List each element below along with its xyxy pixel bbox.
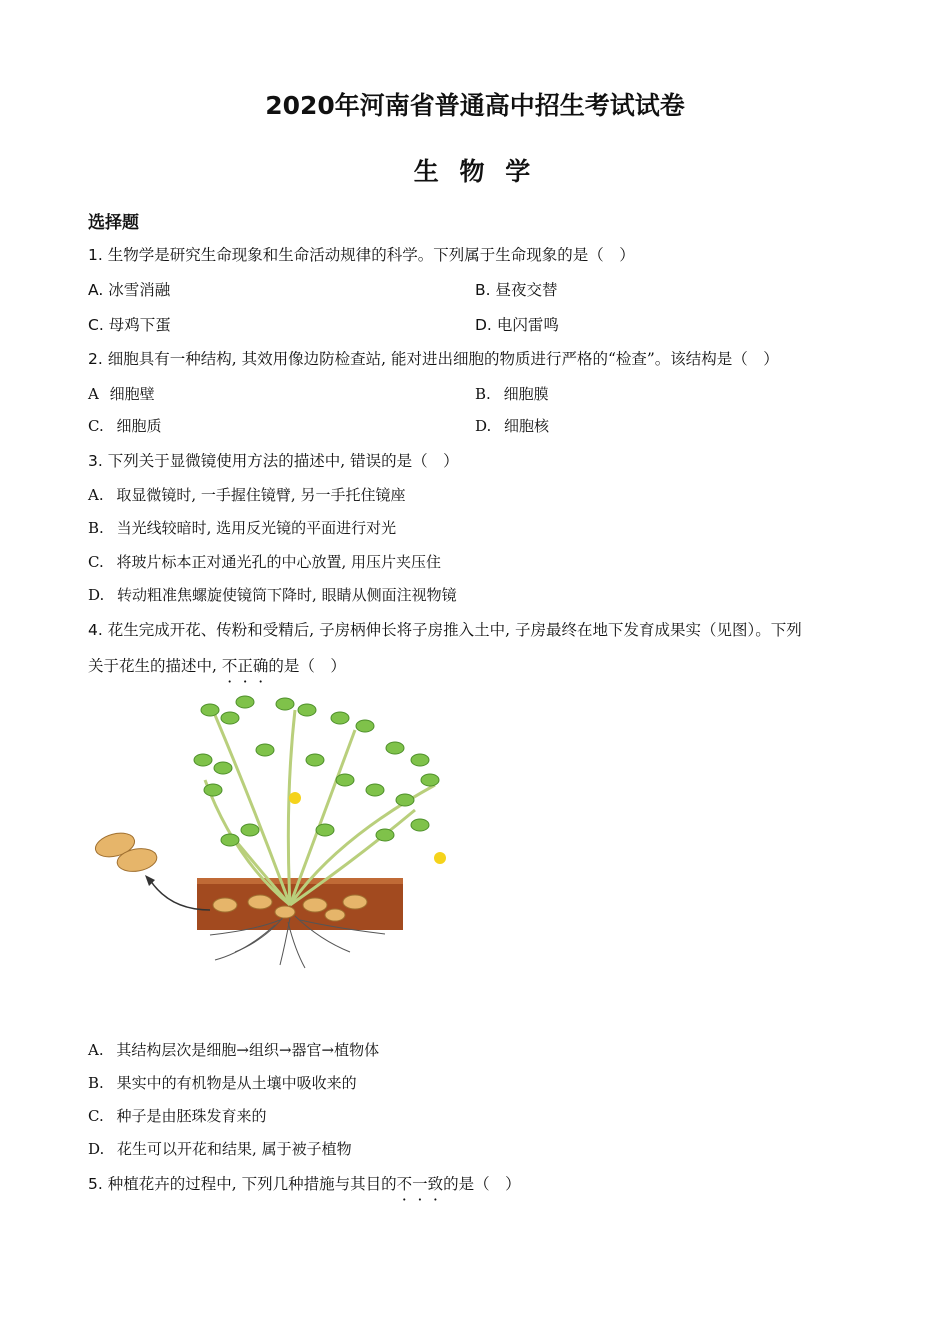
option-4d <box>88 1138 352 1159</box>
option-letter: A. <box>88 486 104 504</box>
option-1b <box>475 278 558 300</box>
question-text-post: 的是（ ） <box>443 1175 521 1193</box>
option-letter: D. <box>475 417 492 435</box>
question-text-post: 的是（ ） <box>268 657 346 675</box>
option-letter: C. <box>88 316 104 334</box>
option-3b <box>88 517 396 538</box>
section-heading: 选择题 <box>88 213 139 233</box>
emphasis-char: 正 <box>237 657 253 675</box>
option-2d <box>475 415 549 436</box>
emphasis-char: 不 <box>396 1175 413 1193</box>
option-letter: B. <box>475 385 491 403</box>
option-text: 其结构层次是细胞→组织→器官→植物体 <box>116 1041 380 1059</box>
option-2c <box>88 415 162 436</box>
option-text: 细胞膜 <box>503 385 549 403</box>
option-2b <box>475 383 549 404</box>
option-4a <box>88 1039 379 1060</box>
question-2 <box>88 347 779 369</box>
question-text-pre: 种植花卉的过程中, 下列几种措施与其目的 <box>107 1175 397 1193</box>
question-number: 3. <box>88 452 103 470</box>
option-text: 果实中的有机物是从土壤中吸收来的 <box>116 1074 357 1092</box>
subject-title: 生 物 学 <box>413 157 537 186</box>
option-letter: B. <box>88 519 104 537</box>
question-number: 4. <box>88 621 103 639</box>
option-text: 母鸡下蛋 <box>108 316 171 334</box>
question-4 <box>88 618 802 640</box>
option-letter: A <box>88 385 99 403</box>
option-letter: D. <box>88 586 105 604</box>
question-4-line2 <box>88 654 346 676</box>
question-text-line1: 花生完成开花、传粉和受精后, 子房柄伸长将子房推入土中, 子房最终在地下发育成果实（见图）。下列 <box>107 621 802 639</box>
question-number: 2. <box>88 350 103 368</box>
option-letter: B. <box>475 281 491 299</box>
harvested-peanuts <box>93 829 159 874</box>
option-3a <box>88 484 405 505</box>
question-1 <box>88 243 635 265</box>
question-5 <box>88 1172 521 1194</box>
option-text: 冰雪消融 <box>108 281 171 299</box>
option-text: 当光线较暗时, 选用反光镜的平面进行对光 <box>116 519 397 537</box>
leaves <box>194 696 439 846</box>
option-text: 花生可以开花和结果, 属于被子植物 <box>117 1140 352 1158</box>
option-letter: A. <box>88 1041 104 1059</box>
option-text: 昼夜交替 <box>495 281 558 299</box>
question-text: 细胞具有一种结构, 其效用像边防检查站, 能对进出细胞的物质进行严格的“检查”。该结构是（ ） <box>107 350 779 368</box>
question-text: 下列关于显微镜使用方法的描述中, 错误的是（ ） <box>107 452 459 470</box>
option-3d <box>88 584 457 605</box>
option-text: 转动粗准焦螺旋使镜筒下降时, 眼睛从侧面注视物镜 <box>117 586 457 604</box>
option-text: 细胞核 <box>504 417 550 435</box>
emphasis-char: 不 <box>221 657 238 675</box>
question-text-pre: 关于花生的描述中, <box>88 657 222 675</box>
option-letter: A. <box>88 281 104 299</box>
option-text: 种子是由胚珠发育来的 <box>116 1107 267 1125</box>
peanut-plant-figure <box>85 690 465 975</box>
option-4c <box>88 1105 267 1126</box>
question-number: 1. <box>88 246 103 264</box>
question-3 <box>88 449 459 471</box>
option-letter: D. <box>88 1140 105 1158</box>
option-letter: B. <box>88 1074 104 1092</box>
option-text: 细胞质 <box>116 417 162 435</box>
option-letter: C. <box>88 1107 104 1125</box>
question-text: 生物学是研究生命现象和生命活动规律的科学。下列属于生命现象的是（ ） <box>107 246 635 264</box>
option-1a <box>88 278 170 300</box>
option-text: 电闪雷鸣 <box>496 316 559 334</box>
option-letter: C. <box>88 553 104 571</box>
emphasis-char: 致 <box>427 1175 444 1193</box>
page-title: 2020年河南省普通高中招生考试试卷 <box>265 91 685 120</box>
question-number: 5. <box>88 1175 103 1193</box>
stems <box>205 710 435 905</box>
option-text: 将玻片标本正对通光孔的中心放置, 用压片夹压住 <box>116 553 442 571</box>
option-text: 取显微镜时, 一手握住镜臂, 另一手托住镜座 <box>116 486 406 504</box>
option-4b <box>88 1072 357 1093</box>
option-letter: C. <box>88 417 104 435</box>
option-text: 细胞壁 <box>109 385 155 403</box>
option-2a <box>88 383 155 404</box>
option-1c <box>88 313 171 335</box>
emphasis-char: 确 <box>252 657 269 675</box>
option-3c <box>88 551 441 572</box>
option-1d <box>475 313 559 335</box>
option-letter: D. <box>475 316 492 334</box>
emphasis-char: 一 <box>412 1175 428 1193</box>
